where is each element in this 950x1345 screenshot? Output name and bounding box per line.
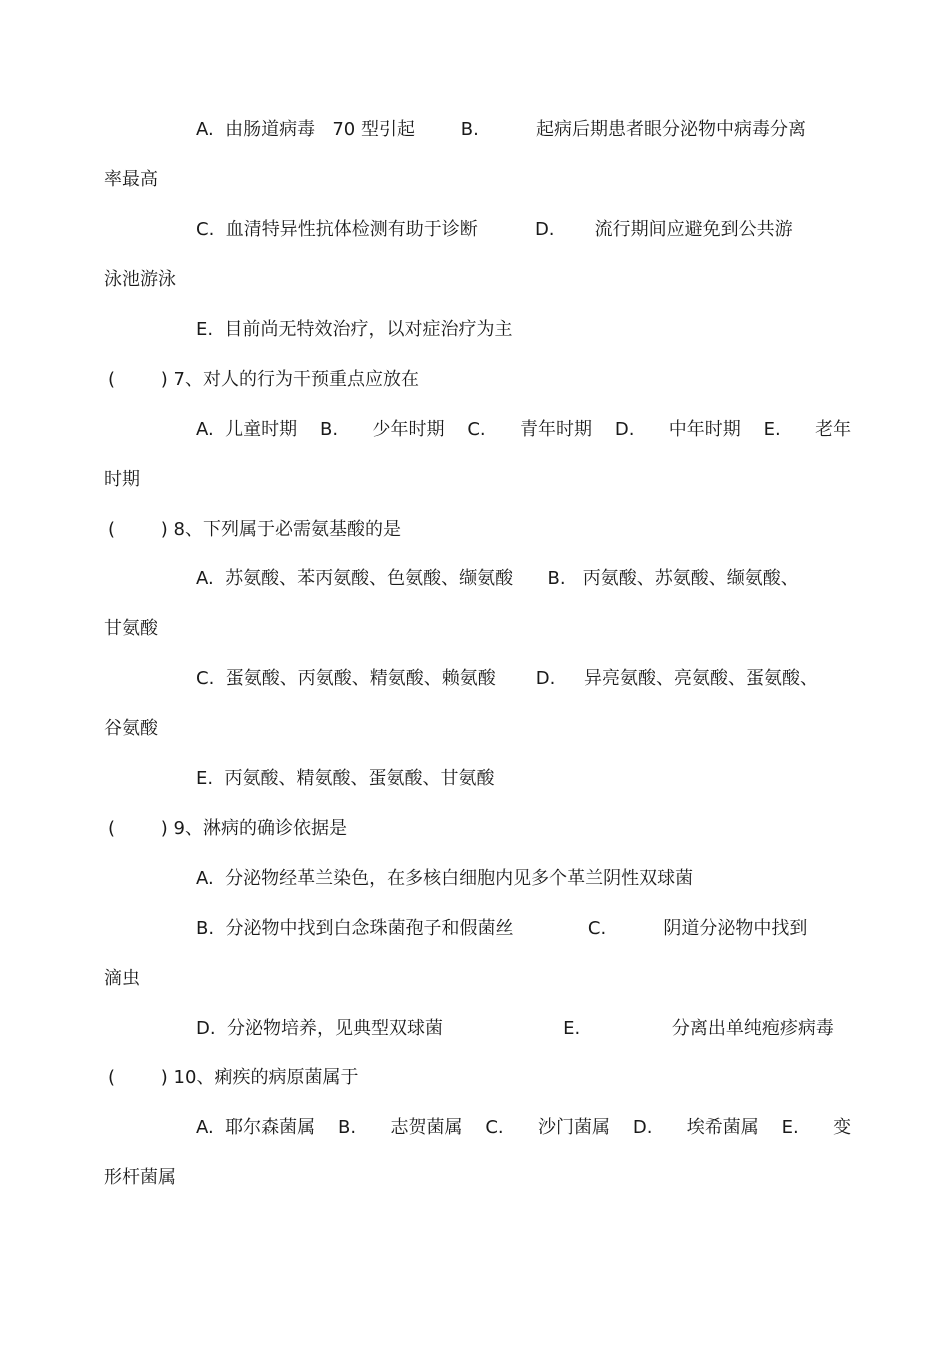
q6-option-a-b: A. 由肠道病毒 70 型引起 B. 起病后期患者眼分泌物中病毒分离 — [196, 119, 807, 140]
q10-options: A. 耶尔森菌属 B. 志贺菌属 C. 沙门菌属 D. 埃希菌属 E. 变 — [196, 1117, 852, 1138]
q6-option-d-cont: 泳池游泳 — [104, 269, 176, 290]
q7-options-cont: 时期 — [104, 469, 140, 490]
q9-option-c-cont: 滴虫 — [104, 968, 140, 989]
q9-option-d-e: D. 分泌物培养，见典型双球菌 E. 分离出单纯疱疹病毒 — [196, 1018, 834, 1039]
q10-options-cont: 形杆菌属 — [104, 1167, 176, 1188]
q6-option-b-cont: 率最高 — [104, 169, 158, 190]
q7-stem: ( ) 7、对人的行为干预重点应放在 — [108, 369, 419, 390]
q8-stem: ( ) 8、下列属于必需氨基酸的是 — [108, 519, 401, 540]
q6-option-e: E. 目前尚无特效治疗，以对症治疗为主 — [196, 319, 513, 340]
q8-option-b-cont: 甘氨酸 — [104, 618, 158, 639]
q8-option-a-b: A. 苏氨酸、苯丙氨酸、色氨酸、缬氨酸 B. 丙氨酸、苏氨酸、缬氨酸、 — [196, 568, 799, 589]
q7-options: A. 儿童时期 B. 少年时期 C. 青年时期 D. 中年时期 E. 老年 — [196, 419, 852, 440]
q9-option-a: A. 分泌物经革兰染色，在多核白细胞内见多个革兰阴性双球菌 — [196, 868, 694, 889]
q9-option-b-c: B. 分泌物中找到白念珠菌孢子和假菌丝 C. 阴道分泌物中找到 — [196, 918, 808, 939]
q8-option-d-cont: 谷氨酸 — [104, 718, 158, 739]
q10-stem: ( ) 10、痢疾的病原菌属于 — [108, 1067, 359, 1088]
q8-option-e: E. 丙氨酸、精氨酸、蛋氨酸、甘氨酸 — [196, 768, 495, 789]
q6-option-c-d: C. 血清特异性抗体检测有助于诊断 D. 流行期间应避免到公共游 — [196, 219, 793, 240]
q9-stem: ( ) 9、淋病的确诊依据是 — [108, 818, 347, 839]
q8-option-c-d: C. 蛋氨酸、丙氨酸、精氨酸、赖氨酸 D. 异亮氨酸、亮氨酸、蛋氨酸、 — [196, 668, 818, 689]
